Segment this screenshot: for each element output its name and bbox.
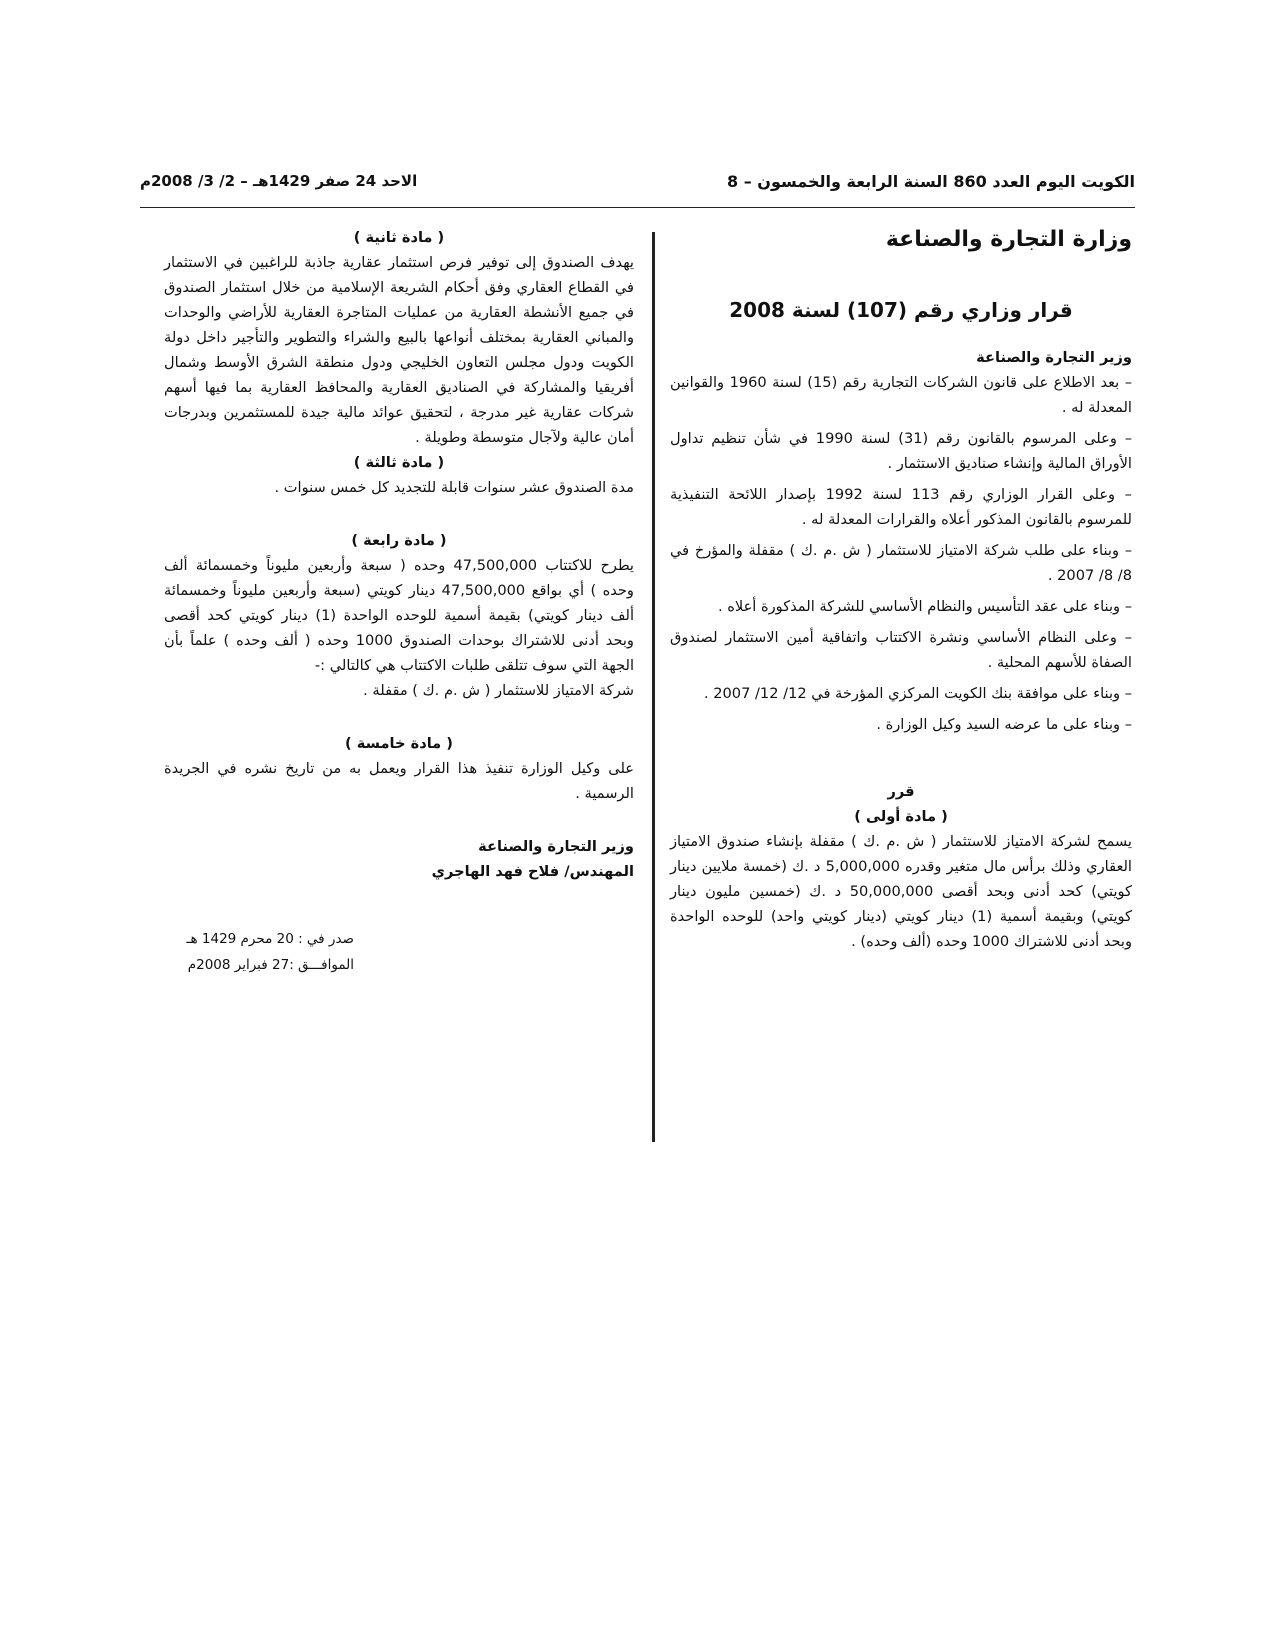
whereas-item: – وبناء على عقد التأسيس والنظام الأساسي للشركة المذكورة أعلاه . — [717, 598, 1132, 615]
article-4-entity: شركة الامتياز للاستثمار ( ش .م .ك ) مقفلة . — [363, 682, 634, 699]
article-3-text: مدة الصندوق عشر سنوات قابلة للتجديد كل خمس سنوات . — [274, 479, 634, 496]
issued-gregorian: الموافـــق :27 فبراير 2008م — [187, 957, 354, 973]
whereas-item: – بعد الاطلاع على قانون الشركات التجارية رقم (15) لسنة 1960 والقوانين المعدلة له . — [670, 374, 1132, 416]
signature-name: المهندس/ فلاح فهد الهاجري — [431, 863, 634, 880]
left-column — [164, 225, 634, 978]
whereas-item: – وعلى المرسوم بالقانون رقم (31) لسنة 1990 في شأن تنظيم تداول الأوراق المالية وإنشاء صناديق الاستثمار . — [670, 430, 1132, 472]
article-5-title: ( مادة خامسة ) — [345, 735, 453, 752]
gazette-issue-info: الكويت اليوم العدد 860 السنة الرابعة والخمسون – 8 — [727, 172, 1135, 191]
whereas-item: – وبناء على ما عرضه السيد وكيل الوزارة . — [876, 716, 1132, 733]
decree-title: قرار وزاري رقم (107) لسنة 2008 — [729, 298, 1073, 322]
right-column — [670, 225, 1132, 954]
header-divider — [140, 207, 1135, 208]
minister-heading: وزير التجارة والصناعة — [976, 349, 1132, 366]
whereas-item: – وعلى القرار الوزاري رقم 113 لسنة 1992 بإصدار اللائحة التنفيذية للمرسوم بالقانون المذكور أعلاه والقرارات المعدلة له . — [670, 486, 1132, 528]
article-1-text: يسمح لشركة الامتياز للاستثمار ( ش .م .ك ) مقفلة بإنشاء صندوق الامتياز العقاري وذلك برأس مال متغير وقدره 5,000,000 د .ك (خمسة ملايين دينار كويتي) كحد أدنى وبحد أقصى 50,000,000 د .ك (خمسين مليون دينار كويتي) وبقيمة أسمية (1) دينار كويتي (دينار كويتي واحد) للوحده الواحدة وبحد أدنى للاشتراك 1000 وحده (ألف وحده) . — [670, 833, 1133, 950]
article-1-title: ( مادة أولى ) — [854, 808, 948, 825]
ministry-name: وزارة التجارة والصناعة — [885, 227, 1132, 252]
article-2-title: ( مادة ثانية ) — [353, 229, 445, 246]
article-4-text: يطرح للاكتتاب 47,500,000 وحده ( سبعة وأربعين مليوناً وخمسمائة ألف وحده ) أي بواقع 47,500,000 دينار كويتي (سبعة وأربعين مليوناً وخمسمائة ألف دينار كويتي) بقيمة أسمية للوحده الواحدة (1) دينار كويتي كحد أقصى وبحد أدنى للاشتراك بوحدات الصندوق 1000 وحده ( ألف وحده ) علماً بأن الجهة التي سوف تتلقى طلبات الاكتتاب هي كالتالي :- — [164, 557, 635, 674]
article-3-title: ( مادة ثالثة ) — [353, 454, 445, 471]
whereas-item: – وبناء على موافقة بنك الكويت المركزي المؤرخة في 12/ 12/ 2007 . — [703, 685, 1132, 702]
whereas-item: – وبناء على طلب شركة الامتياز للاستثمار ( ش .م .ك ) مقفلة والمؤرخ في 8/ 8/ 2007 . — [670, 542, 1132, 584]
article-4-title: ( مادة رابعة ) — [351, 532, 447, 549]
issue-date-block — [164, 926, 354, 978]
article-2-text: يهدف الصندوق إلى توفير فرص استثمار عقارية جاذبة للراغبين في الاستثمار في القطاع العقاري وفق أحكام الشريعة الإسلامية من خلال استثمار الصندوق في جميع الأنشطة العقارية من عمليات المتاجرة العقارية للأراضي والوحدات والمباني العقارية بمختلف أنواعها بالبيع والشراء والتطوير والتأجير داخل دولة الكويت ودول مجلس التعاون الخليجي ودول منطقة الشرق الأوسط وشمال أفريقيا والمشاركة في الصناديق العقارية والمحافظ العقارية بما فيها أسهم شركات عقارية غير مدرجة ، لتحقيق عوائد مالية جيدة للمستثمرين وبدرجات أمان عالية ولآجال متوسطة وطويلة . — [164, 254, 634, 446]
whereas-item: – وعلى النظام الأساسي ونشرة الاكتتاب واتفاقية أمين الاستثمار لصندوق الصفاة للأسهم المحلية . — [670, 629, 1132, 671]
signature-title: وزير التجارة والصناعة — [478, 838, 634, 855]
whereas-list — [670, 370, 1132, 737]
decided-heading: قرر — [887, 783, 915, 800]
article-5-text: على وكيل الوزارة تنفيذ هذا القرار ويعمل به من تاريخ نشره في الجريدة الرسمية . — [164, 760, 634, 802]
gazette-date: الاحد 24 صفر 1429هـ – 2/ 3/ 2008م — [140, 172, 418, 190]
column-divider — [652, 232, 655, 1142]
page-header — [140, 168, 1135, 198]
issued-hijri: صدر في : 20 محرم 1429 هـ — [186, 931, 354, 947]
